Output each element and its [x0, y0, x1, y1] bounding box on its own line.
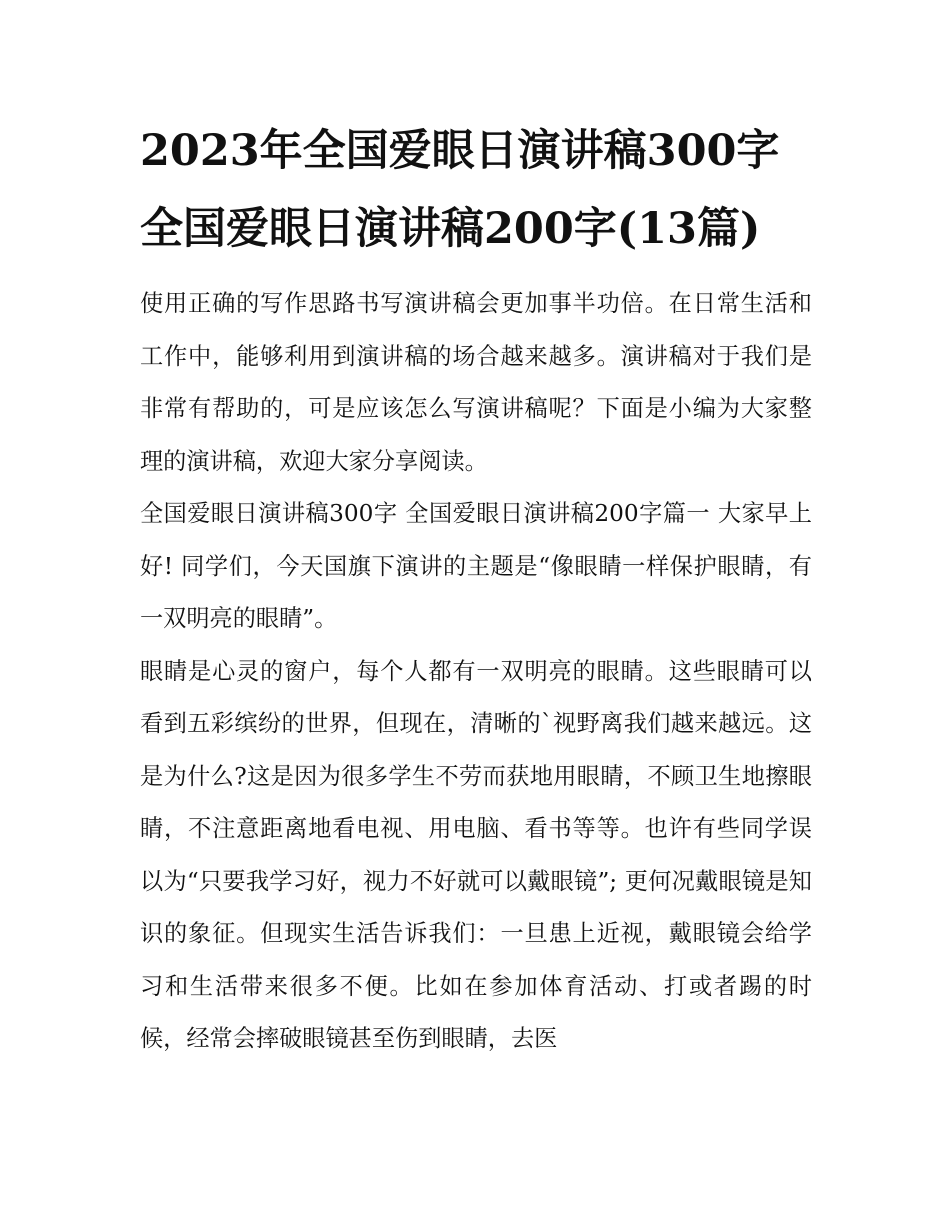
paragraph-intro: 使用正确的写作思路书写演讲稿会更加事半功倍。在日常生活和工作中，能够利用到演讲稿的场合越来越多。演讲稿对于我们是非常有帮助的，可是应该怎么写演讲稿呢？下面是小编为大家整理的演讲稿，欢迎大家分享阅读。: [140, 290, 812, 475]
paragraph-speech-body: 眼睛是心灵的窗户，每个人都有一双明亮的眼睛。这些眼睛可以看到五彩缤纷的世界，但现在，清晰的`视野离我们越来越远。这是为什么?这是因为很多学生不劳而获地用眼睛，不顾卫生地擦眼睛，不注意距离地看电视、用电脑、看书等等。也许有些同学误以为“只要我学习好，视力不好就可以戴眼镜”; 更何况戴眼镜是知识的象征。但现实生活告诉我们：一旦患上近视，戴眼镜会给学习和生活带来很多不便。比如在参加体育活动、打或者踢的时候，经常会摔破眼镜甚至伤到眼睛，去医: [140, 657, 812, 1052]
document-title: 2023年全国爱眼日演讲稿300字 全国爱眼日演讲稿200字(13篇): [140, 126, 780, 254]
paragraph-speech-opening: 全国爱眼日演讲稿300字 全国爱眼日演讲稿200字篇一 大家早上好! 同学们，今天国旗下演讲的主题是“像眼睛一样保护眼睛，有一双明亮的眼睛”。: [140, 500, 812, 632]
document-page: [140, 112, 812, 1066]
